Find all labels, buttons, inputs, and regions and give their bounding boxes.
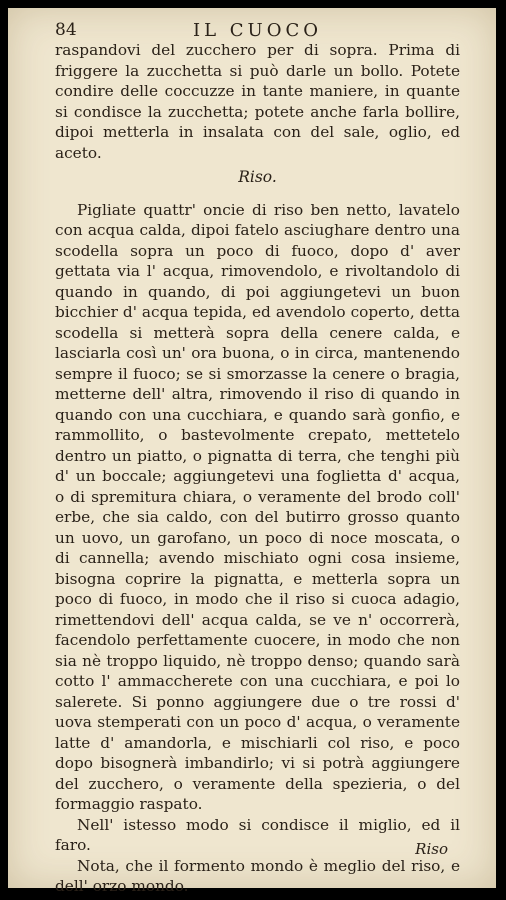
- page-header: [55, 20, 460, 40]
- paragraph-continued: raspandovi del zucchero per di sopra. Prima di friggere la zucchetta si può darle un bollo. Potete condire delle coccuzze in tante maniere, in quante si condisce la zucchetta; potete anche farla bollire, dipoi metterla in insalata con del sale, oglio, ed aceto.: [55, 41, 460, 162]
- running-head: IL CUOCO: [192, 20, 322, 41]
- section-title: Riso.: [238, 168, 277, 186]
- page-number: 84: [55, 20, 77, 40]
- book-page: [8, 8, 496, 895]
- body-text: [55, 40, 460, 897]
- catchword: Riso: [415, 840, 448, 858]
- paragraph-note: Nota, che il formento mondo è meglio del riso, e dell' orzo mondo.: [55, 856, 460, 895]
- paragraph-millet: Nell' istesso modo si condisce il miglio, ed il faro.: [55, 815, 460, 854]
- paragraph-recipe: Pigliate quattr' oncie di riso ben netto, lavatelo con acqua calda, dipoi fatelo asciughare dentro una scodella sopra un poco di fuoco, dopo d' aver gettata via l' acqua, rimovendolo, e rivoltandolo di quando in quando, di poi aggiungetevi un buon bicchier d' acqua tepida, ed avendolo coperto, detta scodella si metterà sopra della cenere calda, e lasciarla così un' ora buona, o in circa, mantenendo sempre il fuoco; se si smorzasse la cenere o bragia, metterne dell' altra, rimovendo il riso di quando in quando con una cucchiara, e quando sarà gonfio, e rammollito, o bastevolmente crepato, mettetelo dentro un piatto, o pignatta di terra, che tenghi più d' un boccale; aggiungetevi una foglietta d' acqua, o di spremitura chiara, o veramente del brodo coll' erbe, che sia caldo, con del butirro grosso quanto un uovo, un garofano, un poco di noce moscata, o di cannella; avendo mischiato ogni cosa insieme, bisogna coprire la pignatta, e metterla sopra un poco di fuoco, in modo che il riso si cuoca adagio, rimettendovi dell' acqua calda, se ve n' occorrerà, facendolo perfettamente cuocere, in modo che non sia nè troppo liquido, nè troppo denso; quando sarà cotto l' ammaccherete con una cucchiara, e poi lo salerete. Si ponno aggiungere due o tre rossi d' uova stemperati con un poco d' acqua, o veramente latte d' amandorla, e mischiarli col riso, e poco dopo bisognerà imbandirlo; vi si potrà aggiungere del zucchero, o veramente della spezieria, o del formaggio raspato.: [55, 200, 460, 813]
